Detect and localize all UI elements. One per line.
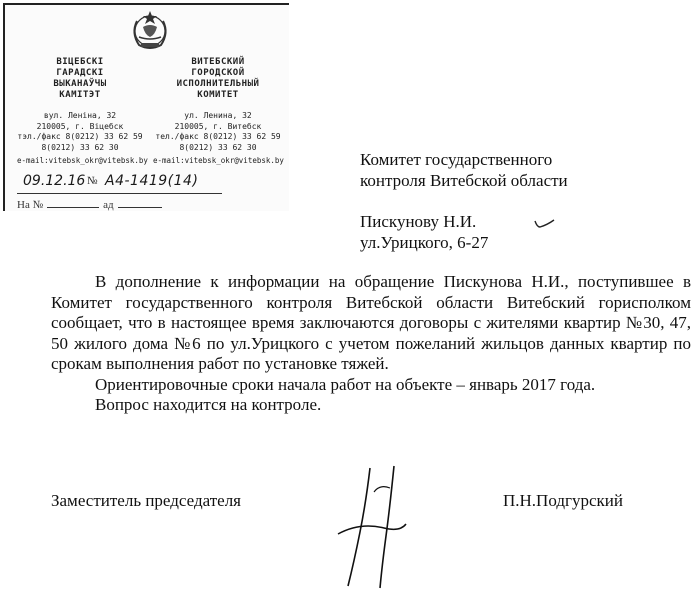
org-address-line: 210005, г. Віцебск [36,121,124,131]
org-address-line: 210005, г. Витебск [174,121,262,131]
org-name-line: ВІЦЕБСКІ [56,57,104,67]
handwritten-signature [330,462,410,590]
reference-line [17,199,162,211]
signatory-position: Заместитель председателя [51,491,241,510]
signatory-name: П.Н.Подгурский [503,491,623,510]
letterhead-stamp [3,3,289,211]
org-name-line: КОМИТЕТ [197,90,239,100]
body-paragraph: В дополнение к информации на обращение Пискунова Н.И., поступившее в Комитет государственного контроля Витебской области Витебский горисполком сообщает, что в настоящее время заключаются договоры с жителями квартир №30, 47, 50 жилого дома №6 по ул.Урицкого с учетом пожеланий жильцов данных квартир по срокам выполнения работ по установке тяжей. [51,272,691,373]
org-phone-line: 8(0212) 33 62 30 [41,142,119,152]
reference-date-label: ад [103,199,114,211]
letterhead-belarusian-block [15,57,145,153]
addressee-address: ул.Урицкого, 6-27 [360,233,489,252]
org-phone-line: 8(0212) 33 62 30 [179,142,257,152]
org-address-line: вул. Леніна, 32 [43,111,117,120]
registration-underline [17,193,222,194]
addressee-org-line: Комитет государственного [360,150,553,169]
letter-body [51,272,691,416]
registration-number: А4-1419(14) [105,173,199,189]
org-name-line: ГАРАДСКІ [56,68,104,78]
registration-line [17,173,217,195]
reference-blank [47,207,99,208]
org-email: e-mail:vitebsk_okr@vitebsk.by [17,156,148,165]
org-name-line: КАМІТЭТ [59,90,101,100]
org-address-line: ул. Ленина, 32 [184,111,252,120]
reference-date-blank [118,207,162,208]
handwritten-check-mark-icon [532,217,556,231]
org-email: e-mail:vitebsk_okr@vitebsk.by [153,156,284,165]
letterhead-russian-block [153,57,283,153]
body-paragraph: Ориентировочные сроки начала работ на объекте – январь 2017 года. [95,374,596,394]
registration-date: 09.12.16 [23,173,86,189]
addressee-org-line: контроля Витебской области [360,171,568,190]
state-emblem-icon [127,7,173,53]
reference-label: На № [17,199,44,211]
registration-number-label: № [87,175,98,187]
addressee-person: Пискунову Н.И. [360,212,477,231]
org-name-line: ВИТЕБСКИЙ [191,57,245,67]
org-name-line: ГОРОДСКОЙ [191,68,245,78]
org-name-line: ИСПОЛНИТЕЛЬНЫЙ [176,79,260,89]
org-name-line: ВЫКАНАЎЧЫ [53,79,107,89]
org-phone-line: тел./факс 8(0212) 33 62 59 [155,132,281,141]
addressee-block [360,149,568,253]
org-phone-line: тэл./факс 8(0212) 33 62 59 [17,132,143,141]
body-paragraph: Вопрос находится на контроле. [95,395,322,414]
